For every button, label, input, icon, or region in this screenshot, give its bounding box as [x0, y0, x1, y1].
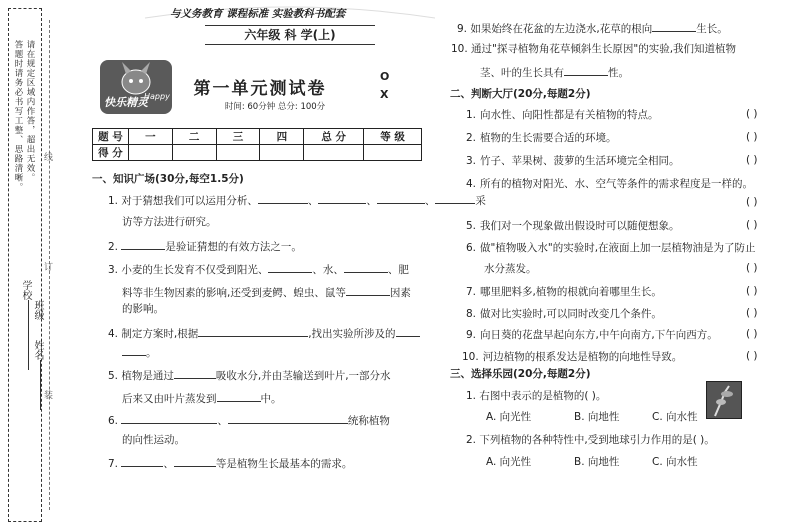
question-2	[108, 238, 302, 254]
exam-subinfo: 时间: 60分钟 总分: 100分	[224, 102, 326, 112]
q-text: 统称植物	[347, 415, 390, 427]
plant-figure	[706, 381, 742, 419]
choice-question-2: 2. 下列植物的各种特性中,受到地球引力作用的是( )。	[466, 434, 715, 446]
q-text: ,找出实验所涉及的	[308, 328, 396, 340]
score-cell[interactable]	[364, 145, 422, 161]
section3-title: 三、选择乐园(20分,每题2分)	[450, 368, 591, 380]
q-number: 2.	[108, 241, 119, 253]
class-label: 班级	[32, 300, 43, 320]
score-header-cell: 题 号	[93, 129, 129, 145]
tf-text: 哪里肥料多,植物的根就向着哪里生长。	[480, 286, 662, 298]
score-row-label: 得 分	[93, 145, 129, 161]
answer-blank[interactable]	[346, 284, 390, 296]
tf-text: 河边植物的根系发达是植物的向地性导致。	[482, 351, 683, 363]
tf-number: 7.	[466, 286, 477, 298]
score-cell[interactable]	[304, 145, 364, 161]
q-text: 植物是通过	[121, 370, 174, 382]
question-4-cont	[122, 344, 157, 360]
q-number: 9.	[457, 23, 468, 35]
binding-notice-2: 请在规定区域内作答，超出无效。	[25, 40, 35, 183]
tf-text: 向日葵的花盘早起向东方,中午向南方,下午向西方。	[480, 329, 718, 341]
answer-blank[interactable]	[121, 455, 163, 467]
section2-title: 二、判断大厅(20分,每题2分)	[450, 88, 591, 100]
q-number: 7.	[108, 458, 119, 470]
question-1-cont: 访等方法进行研究。	[122, 216, 217, 228]
tf-text: 植物的生长需要合适的环境。	[480, 132, 617, 144]
answer-blank[interactable]	[435, 192, 475, 204]
mascot-logo	[100, 60, 172, 114]
answer-blank[interactable]	[121, 238, 165, 250]
tf-number: 5.	[466, 220, 477, 232]
binding-notice: 答题时请务必书写工整、思路清晰。	[13, 40, 23, 192]
score-table-header-row	[93, 129, 422, 145]
q-text: 吸收水分,并由茎输送到叶片,一部分水	[215, 370, 391, 382]
tf-number: 8.	[466, 308, 477, 320]
tf-text: 我们对一个现象做出假设时可以随便想象。	[480, 220, 680, 232]
q-text: 。	[146, 347, 157, 359]
q-text: 、	[366, 195, 377, 207]
q-text: 茎、叶的生长具有	[480, 67, 564, 79]
choice-2-option-b[interactable]: B. 向地性	[574, 456, 620, 468]
question-10	[451, 42, 736, 56]
choice-2-option-c[interactable]: C. 向水性	[652, 456, 698, 468]
tf-answer-paren[interactable]: ( )	[746, 108, 758, 120]
name-field[interactable]	[26, 360, 41, 410]
tf-number: 10.	[462, 351, 479, 363]
fold-mark-2: 订	[44, 263, 54, 273]
score-header-cell: 一	[128, 129, 172, 145]
tf-number: 9.	[466, 329, 477, 341]
question-5-cont	[122, 390, 282, 406]
q-text: 性。	[608, 67, 629, 79]
score-table-row	[93, 145, 422, 161]
choice-2-option-a[interactable]: A. 向光性	[486, 456, 532, 468]
tf-answer-paren[interactable]: ( )	[746, 307, 758, 319]
grade-subject: 六年级 科 学(上)	[205, 25, 375, 45]
tf-item	[466, 154, 680, 168]
answer-blank[interactable]	[396, 325, 420, 337]
question-3	[108, 261, 409, 277]
exam-title: 第一单元测试卷	[193, 79, 327, 99]
section1-title: 一、知识广场(30分,每空1.5分)	[92, 173, 244, 185]
tf-answer-paren[interactable]: ( )	[746, 285, 758, 297]
answer-blank[interactable]	[174, 367, 216, 379]
score-cell[interactable]	[216, 145, 260, 161]
score-cell[interactable]	[128, 145, 172, 161]
tf-text: 竹子、苹果树、菠萝的生活环境完全相同。	[480, 155, 680, 167]
q-text: 等是植物生长最基本的需求。	[215, 458, 353, 470]
score-header-cell: 总 分	[304, 129, 364, 145]
tf-item	[466, 241, 756, 255]
tf-number: 2.	[466, 132, 477, 144]
tf-answer-paren[interactable]: ( )	[746, 350, 758, 362]
name-label: 姓名	[32, 340, 43, 360]
q-number: 5.	[108, 370, 119, 382]
tf-number: 1.	[466, 109, 477, 121]
answer-blank[interactable]	[344, 261, 388, 273]
q-text: 是验证猜想的有效方法之一。	[165, 241, 302, 253]
q-text: 后来又由叶片蒸发到	[122, 393, 217, 405]
answer-blank[interactable]	[564, 64, 608, 76]
tf-answer-paren[interactable]: ( )	[746, 154, 758, 166]
answer-blank[interactable]	[268, 261, 312, 273]
answer-blank[interactable]	[174, 455, 216, 467]
q-text: 制定方案时,根据	[121, 328, 199, 340]
tf-text: 向水性、向阳性都是有关植物的特点。	[480, 109, 659, 121]
question-3-end: 的影响。	[122, 303, 164, 315]
question-3-cont	[122, 284, 411, 300]
answer-blank[interactable]	[318, 192, 366, 204]
q-text: 因素	[389, 287, 411, 299]
q-text: 采	[475, 195, 486, 207]
tf-answer-paren[interactable]: ( )	[746, 262, 758, 274]
answer-blank[interactable]	[198, 325, 308, 337]
question-7	[108, 455, 352, 471]
tf-answer-paren[interactable]: ( )	[746, 219, 758, 231]
question-4	[108, 325, 420, 341]
q-text: 对于猜想我们可以运用分析、	[121, 195, 258, 207]
score-header-cell: 四	[260, 129, 304, 145]
score-header-cell: 三	[216, 129, 260, 145]
tf-text: 所有的植物对阳光、水、空气等条件的需求程度是一样的。	[480, 178, 754, 190]
q-text: 通过"探寻植物角花草倾斜生长原因"的实验,我们知道植物	[471, 43, 737, 55]
question-9	[457, 20, 728, 36]
answer-blank[interactable]	[258, 192, 308, 204]
cross-mark: X	[380, 88, 389, 101]
choice-1-option-a[interactable]: A. 向光性	[486, 411, 532, 423]
tf-item	[466, 131, 617, 145]
choice-1-option-c[interactable]: C. 向水性	[652, 411, 698, 423]
binding-margin	[0, 0, 88, 530]
fold-mark-1: 线	[44, 153, 54, 163]
tf-item	[466, 328, 718, 342]
q-text: 中。	[260, 393, 282, 405]
banner-text: 与义务教育 课程标准 实验教科书配套	[170, 8, 346, 20]
score-header-cell: 等 级	[364, 129, 422, 145]
q-text: 、	[163, 458, 174, 470]
mascot-text: 快乐精灵	[104, 96, 148, 109]
tf-text: 水分蒸发。	[484, 263, 537, 275]
banner	[140, 2, 440, 24]
q-number: 10.	[451, 43, 468, 55]
choice-1-option-b[interactable]: B. 向地性	[574, 411, 620, 423]
q-text: 、	[217, 415, 228, 427]
answer-blank[interactable]	[228, 412, 348, 424]
tf-number: 4.	[466, 178, 477, 190]
question-10-cont	[480, 64, 629, 80]
answer-blank[interactable]	[377, 192, 425, 204]
q-text: 如果始终在花盆的左边浇水,花草的根向	[470, 23, 653, 35]
question-6-cont: 的向性运动。	[122, 434, 185, 446]
tf-text: 做"植物吸入水"的实验时,在液面上加一层植物油是为了防止	[480, 242, 756, 254]
score-table	[92, 128, 422, 161]
q-number: 4.	[108, 328, 119, 340]
tf-text: 做对比实验时,可以同时改变几个条件。	[480, 308, 662, 320]
q-text: 、	[424, 195, 436, 207]
answer-blank[interactable]	[217, 390, 261, 402]
q-number: 1.	[108, 195, 119, 207]
tf-item-cont	[480, 262, 537, 276]
q-text: 小麦的生长发育不仅受到阳光、	[121, 264, 269, 276]
q-number: 6.	[108, 415, 119, 427]
fold-mark-3: 装	[44, 391, 54, 401]
answer-blank[interactable]	[652, 20, 696, 32]
answer-blank[interactable]	[121, 412, 217, 424]
tf-number: 6.	[466, 242, 477, 254]
q-text: 、水、	[312, 264, 344, 276]
score-cell[interactable]	[172, 145, 216, 161]
school-label: 学校	[20, 280, 31, 300]
score-cell[interactable]	[260, 145, 304, 161]
tf-item	[462, 350, 682, 364]
question-6	[108, 412, 390, 428]
tf-item	[466, 219, 680, 233]
question-5	[108, 367, 391, 383]
mascot-en: Happy	[144, 92, 170, 101]
circle-mark: O	[380, 70, 390, 83]
q-text: 生长。	[696, 23, 728, 35]
tf-item	[466, 177, 753, 191]
tf-answer-paren[interactable]: ( )	[746, 328, 758, 340]
question-1	[108, 192, 486, 208]
q-number: 3.	[108, 264, 119, 276]
tf-item	[466, 285, 662, 299]
choice-question-1: 1. 右图中表示的是植物的( )。	[466, 390, 607, 402]
tf-item	[466, 307, 662, 321]
score-header-cell: 二	[172, 129, 216, 145]
q-text: 、肥	[387, 264, 409, 276]
q-text: 、	[307, 195, 319, 207]
tf-number: 3.	[466, 155, 477, 167]
plant-image-icon	[707, 382, 741, 418]
tf-answer-paren[interactable]: ( )	[746, 196, 758, 208]
q-text: 料等非生物因素的影响,还受到麦鳄、蝗虫、鼠等	[122, 287, 346, 299]
tf-answer-paren[interactable]: ( )	[746, 131, 758, 143]
answer-blank[interactable]	[122, 344, 146, 356]
tf-item	[466, 108, 659, 122]
